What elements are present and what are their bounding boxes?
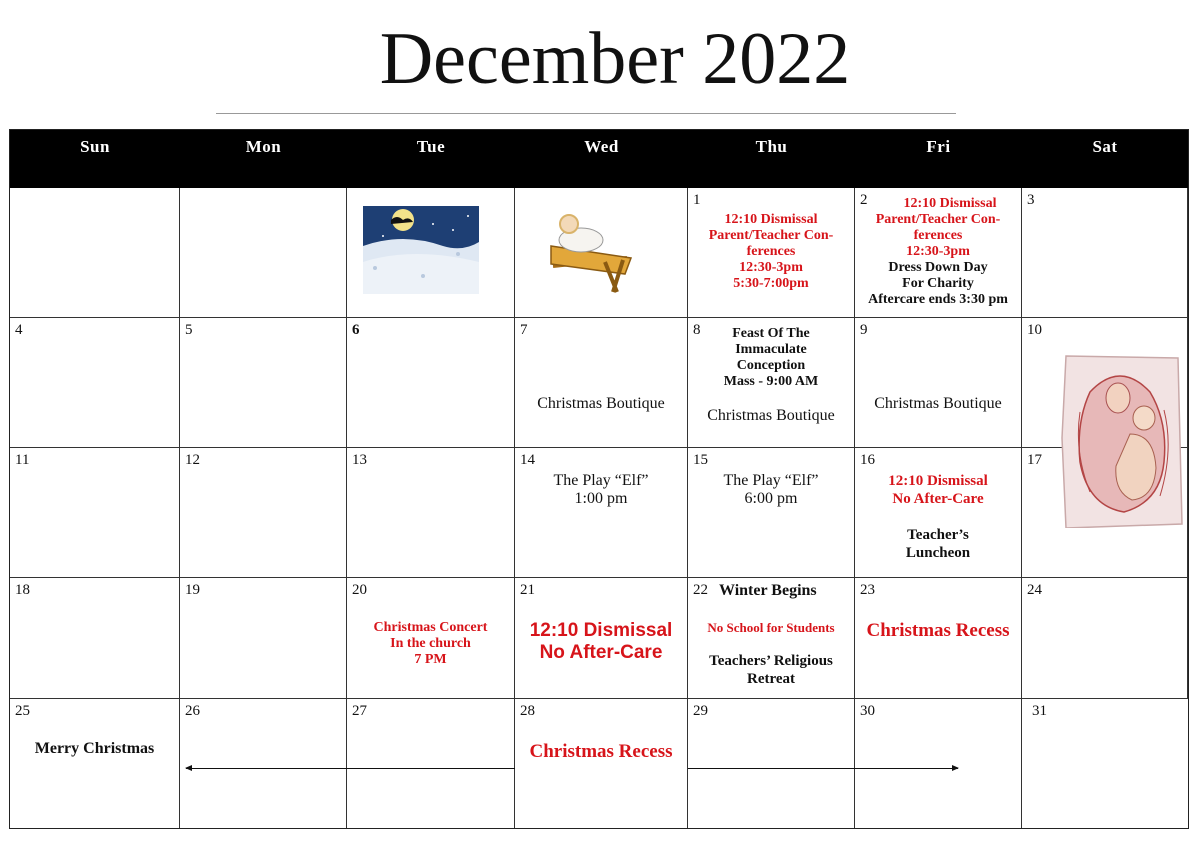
day-number: 21 <box>520 582 535 598</box>
event-text <box>688 652 854 688</box>
event-line: Parent/Teacher Con- <box>708 228 834 243</box>
event-line: 1:00 pm <box>574 490 628 507</box>
day-cell <box>515 578 688 699</box>
day-number: 10 <box>1027 322 1042 338</box>
event-line: Immaculate <box>735 342 807 357</box>
event-line: ferences <box>746 244 796 259</box>
day-number: 6 <box>352 322 360 338</box>
day-number: 31 <box>1032 703 1047 719</box>
day-cell <box>347 699 515 828</box>
event-text <box>688 326 854 390</box>
day-cell <box>688 699 855 828</box>
weekday-fri: Fri <box>926 137 951 156</box>
day-number: 12 <box>185 452 200 468</box>
day-cell <box>1022 699 1188 828</box>
weekday-sat: Sat <box>1092 137 1118 156</box>
event-text <box>688 212 854 292</box>
day-cell <box>180 578 347 699</box>
day-number: 30 <box>860 703 875 719</box>
day-cell <box>855 188 1022 318</box>
day-cell <box>515 699 688 828</box>
day-cell <box>180 699 347 828</box>
event-text: Christmas Boutique <box>874 395 1002 412</box>
day-number: 4 <box>15 322 23 338</box>
event-line: 12:30-3pm <box>906 244 970 259</box>
event-line: Teachers’ Religious <box>709 653 833 669</box>
event-line: The Play “Elf” <box>553 472 649 489</box>
event-text: No School for Students <box>707 620 835 635</box>
page-title: December 2022 <box>379 18 851 100</box>
event-line: 12:10 Dismissal <box>888 473 988 489</box>
day-cell <box>855 318 1022 448</box>
day-cell <box>855 448 1022 578</box>
day-number: 28 <box>520 703 535 719</box>
title-divider <box>216 113 956 114</box>
day-number: 23 <box>860 582 875 598</box>
day-number: 5 <box>185 322 193 338</box>
day-number: 20 <box>352 582 367 598</box>
weekday-header <box>10 130 1188 188</box>
day-number: 27 <box>352 703 367 719</box>
day-cell <box>515 318 688 448</box>
event-text: Christmas Recess <box>529 741 673 762</box>
event-line: 5:30-7:00pm <box>733 276 809 291</box>
day-number: 8 <box>693 322 701 338</box>
event-text <box>347 620 514 668</box>
day-number: 24 <box>1027 582 1042 598</box>
day-cell <box>347 578 515 699</box>
recess-arrow-left <box>186 768 515 769</box>
event-line: Mass - 9:00 AM <box>723 374 819 389</box>
event-line: Feast Of The <box>732 326 810 341</box>
event-line: 6:00 pm <box>744 490 798 507</box>
event-line: Conception <box>736 358 806 373</box>
event-line: 12:10 Dismissal <box>903 196 997 211</box>
day-number: 22 <box>693 582 708 598</box>
day-cell <box>180 318 347 448</box>
day-number: 29 <box>693 703 708 719</box>
day-number: 18 <box>15 582 30 598</box>
day-number: 25 <box>15 703 30 719</box>
event-line: 7 PM <box>414 652 447 667</box>
weekday-thu: Thu <box>755 137 788 156</box>
event-text: Christmas Recess <box>866 620 1010 641</box>
day-cell <box>10 578 180 699</box>
day-cell <box>515 448 688 578</box>
event-line: Aftercare ends 3:30 pm <box>868 292 1008 307</box>
event-text: Christmas Boutique <box>707 407 835 424</box>
event-line: Parent/Teacher Con- <box>875 212 1001 227</box>
event-line: Retreat <box>746 671 796 687</box>
baby-jesus-manger-image <box>543 208 641 294</box>
day-number: 13 <box>352 452 367 468</box>
day-number: 17 <box>1027 452 1042 468</box>
event-line: Dress Down Day <box>888 260 988 275</box>
event-text <box>855 472 1021 562</box>
day-cell-empty <box>180 188 347 318</box>
event-line: Teacher’s <box>907 527 969 543</box>
day-cell-empty <box>515 188 688 318</box>
day-number: 16 <box>860 452 875 468</box>
event-line: 12:10 Dismissal <box>529 620 673 641</box>
day-cell <box>10 318 180 448</box>
event-line: For Charity <box>902 276 974 291</box>
day-cell <box>10 699 180 828</box>
day-number: 1 <box>693 192 701 208</box>
day-number: 7 <box>520 322 528 338</box>
day-cell <box>347 318 515 448</box>
recess-arrow-right <box>688 768 958 769</box>
event-line: 12:30-3pm <box>739 260 803 275</box>
day-number: 15 <box>693 452 708 468</box>
weekday-sun: Sun <box>80 137 110 156</box>
event-text: Merry Christmas <box>34 740 155 757</box>
day-cell <box>688 188 855 318</box>
day-cell-empty <box>10 188 180 318</box>
day-number: 9 <box>860 322 868 338</box>
day-cell <box>1022 188 1188 318</box>
day-cell <box>180 448 347 578</box>
day-number: 19 <box>185 582 200 598</box>
day-cell <box>10 448 180 578</box>
day-cell <box>688 578 855 699</box>
event-line: Luncheon <box>905 545 971 561</box>
day-cell-empty <box>347 188 515 318</box>
day-number: 2 <box>860 192 868 208</box>
weekday-tue: Tue <box>416 137 446 156</box>
event-line: No After-Care <box>539 642 663 663</box>
event-text: Christmas Boutique <box>537 395 665 412</box>
weekday-mon: Mon <box>245 137 282 156</box>
day-cell <box>1022 578 1188 699</box>
day-cell <box>688 318 855 448</box>
madonna-and-child-image <box>1060 352 1186 528</box>
event-text <box>855 196 1021 308</box>
day-number: 26 <box>185 703 200 719</box>
event-line: No After-Care <box>892 491 984 507</box>
winter-night-sleigh-image <box>363 206 479 294</box>
event-line: In the church <box>390 636 471 651</box>
calendar-grid <box>9 129 1189 829</box>
day-number: 11 <box>15 452 30 468</box>
day-cell <box>855 578 1022 699</box>
event-line: 12:10 Dismissal <box>724 212 818 227</box>
event-line: ferences <box>913 228 963 243</box>
event-text <box>515 472 687 508</box>
event-text <box>688 472 854 508</box>
event-line: The Play “Elf” <box>723 472 819 489</box>
weekday-wed: Wed <box>584 137 619 156</box>
day-cell <box>688 448 855 578</box>
event-line: Christmas Concert <box>373 620 488 635</box>
day-cell <box>347 448 515 578</box>
day-number: 3 <box>1027 192 1035 208</box>
day-number: 14 <box>520 452 535 468</box>
day-cell <box>855 699 1022 828</box>
event-text <box>515 620 687 664</box>
event-heading: Winter Begins <box>719 582 817 599</box>
